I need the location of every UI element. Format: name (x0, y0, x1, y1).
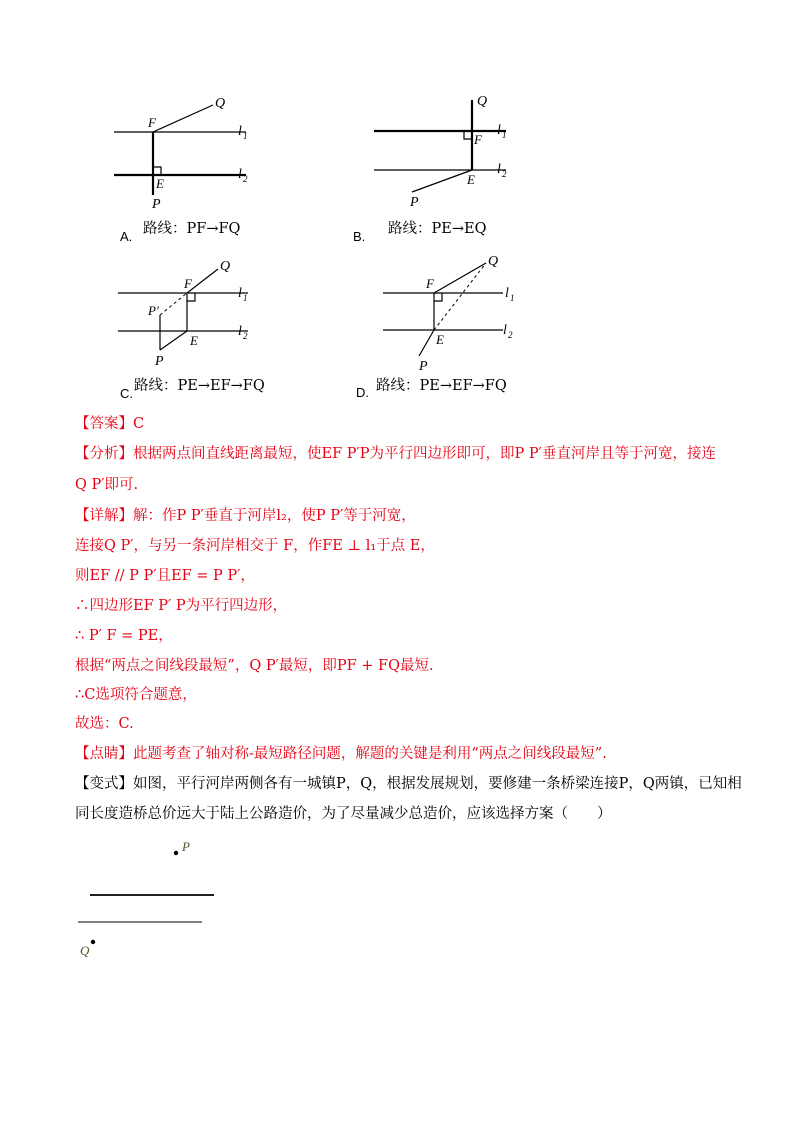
option-a-letter: A. (120, 229, 133, 244)
option-b-route: 路线：PE→EQ (388, 221, 487, 237)
label-Q: Q (220, 259, 231, 274)
detail-line-3: 则EF // P P′且EF = P P′， (75, 568, 255, 584)
label-l2: l (497, 162, 501, 177)
label-P: P (419, 359, 428, 374)
option-c-letter: C. (120, 386, 133, 401)
label-F: F (426, 276, 434, 291)
option-c-route: 路线：PE→EF→FQ (134, 378, 265, 394)
comment-line: 【点睛】此题考查了轴对称-最短路径问题，解题的关键是利用“两点之间线段最短”. (75, 746, 607, 762)
svg-text:2: 2 (508, 330, 513, 340)
label-F: F (148, 115, 156, 130)
label-l1: l (238, 286, 242, 301)
svg-text:1: 1 (243, 131, 248, 141)
svg-text:1: 1 (243, 293, 248, 303)
label-l2: l (238, 324, 242, 339)
analysis-line-1: 【分析】根据两点间直线距离最短，使EF P′P为平行四边形即可，即P P′垂直河岸且等于河宽，接连 (75, 446, 716, 462)
variant-line-1: 【变式】如图，平行河岸两侧各有一城镇P，Q，根据发展规划，要修建一条桥梁连接P，Q两镇，已知相 (75, 776, 742, 792)
label-l2: l (503, 323, 507, 338)
detail-line-2: 连接Q P′，与另一条河岸相交于 F，作FE ⊥ l₁于点 E， (75, 538, 435, 554)
option-d-letter: D. (356, 385, 369, 400)
label-l1: l (497, 123, 501, 138)
detail-line-1: 【详解】解：作P P′垂直于河岸l₂，使P P′等于河宽， (75, 508, 416, 524)
label-l1: l (505, 286, 509, 301)
label-E: E (436, 332, 444, 347)
option-a-route: 路线：PF→FQ (143, 221, 241, 237)
point-P (174, 851, 178, 855)
detail-line-4: ∴四边形EF P′ P为平行四边形， (75, 598, 288, 614)
label-E: E (467, 172, 475, 187)
variant-line-2: 同长度造桥总价远大于陆上公路造价，为了尽量减少总造价，应该选择方案（ ） (75, 806, 612, 822)
label-F: F (184, 276, 192, 291)
label-F: F (474, 132, 482, 147)
svg-text:2: 2 (243, 174, 248, 184)
figure-c (110, 255, 270, 375)
svg-text:1: 1 (502, 130, 507, 140)
label-Q: Q (80, 943, 90, 958)
detail-line-6: 根据“两点之间线段最短”，Q P′最短，即PF + FQ最短. (75, 658, 434, 674)
option-b-letter: B. (353, 229, 366, 244)
label-Pprime: P′ (148, 303, 159, 318)
label-Q: Q (488, 254, 499, 269)
detail-line-7: ∴C选项符合题意， (75, 687, 197, 703)
label-P: P (152, 197, 161, 212)
option-d-route: 路线：PE→EF→FQ (376, 378, 507, 394)
svg-text:2: 2 (243, 331, 248, 341)
figure-b (360, 90, 540, 215)
analysis-line-2: Q P′即可. (75, 477, 139, 493)
detail-line-5: ∴ P′ F = PE， (75, 628, 173, 644)
label-P: P (182, 839, 190, 854)
label-l1: l (238, 124, 242, 139)
detail-line-8: 故选：C. (75, 716, 134, 732)
label-l2: l (238, 167, 242, 182)
label-E: E (190, 333, 198, 348)
label-Q: Q (215, 96, 226, 111)
answer-line: 【答案】C (75, 416, 145, 432)
label-P: P (155, 354, 164, 369)
svg-text:2: 2 (502, 169, 507, 179)
svg-text:1: 1 (510, 293, 515, 303)
variant-figure (70, 835, 250, 965)
figure-a (100, 95, 280, 215)
label-P: P (410, 195, 419, 210)
point-Q (91, 940, 95, 944)
label-E: E (156, 176, 164, 191)
figure-d (375, 250, 535, 375)
label-Q: Q (477, 94, 488, 109)
